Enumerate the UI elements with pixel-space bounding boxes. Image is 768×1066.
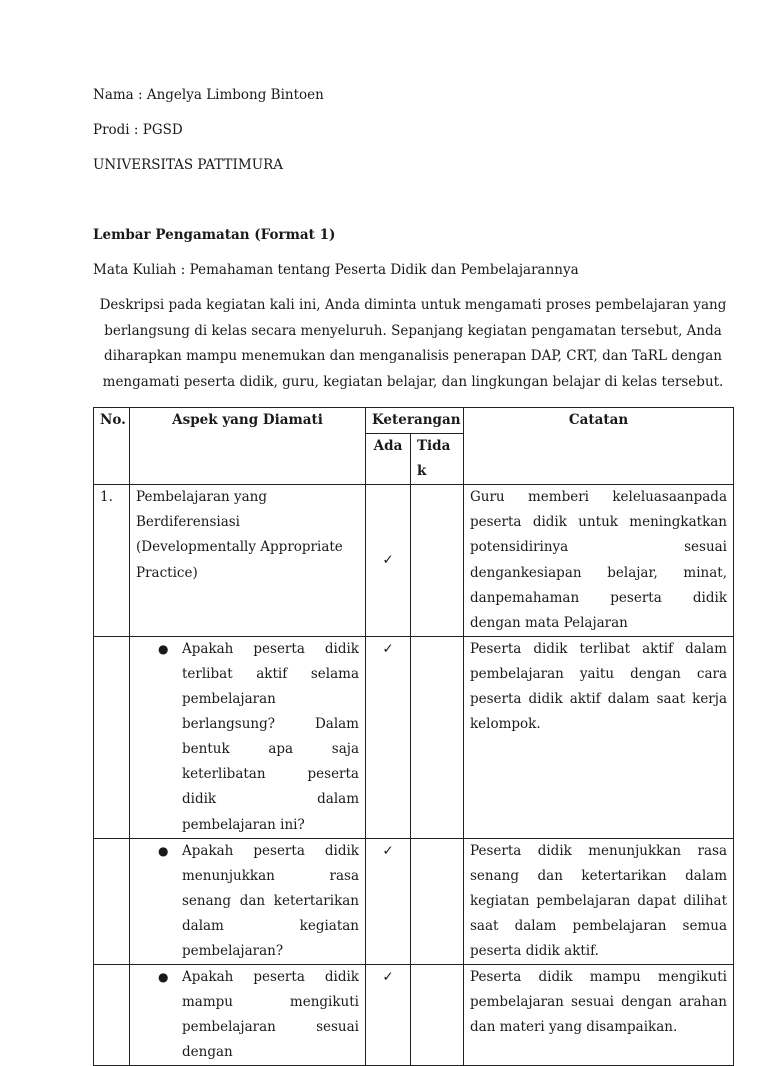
document-title: Lembar Pengamatan (Format 1): [93, 227, 336, 243]
check-tidak: [411, 965, 464, 1066]
study-program: Prodi : PGSD: [93, 122, 183, 138]
table-header-row: [94, 408, 734, 434]
observation-table: [93, 407, 734, 1066]
row-catatan: Peserta didik terlibat aktif dalam pembelajaran yaitu dengan cara peserta didik aktif dalam saat kerja kelompok.: [464, 636, 734, 838]
bullet-icon: ●: [158, 641, 169, 656]
bullet-icon: ●: [158, 843, 169, 858]
bullet-icon: ●: [158, 970, 169, 985]
course-name: Mata Kuliah : Pemahaman tentang Peserta Didik dan Pembelajarannya: [93, 262, 579, 278]
header-tidak: Tidak: [411, 434, 464, 485]
row-aspek: [130, 965, 366, 1066]
check-ada: ✓: [366, 838, 411, 964]
check-ada: ✓: [366, 636, 411, 838]
aspek-text: Apakah peserta didik mampu mengikuti pembelajaran sesuai dengan: [182, 969, 359, 1061]
row-aspek: Pembelajaran yang Berdiferensiasi (Developmentally Appropriate Practice): [130, 485, 366, 637]
table-row: [94, 838, 734, 964]
check-tidak: [411, 636, 464, 838]
row-aspek: [130, 636, 366, 838]
check-ada: ✓: [366, 965, 411, 1066]
check-tidak: [411, 838, 464, 964]
header-no: No.: [94, 408, 130, 485]
row-number: [94, 838, 130, 964]
row-catatan: Guru memberi keleluasaanpada peserta didik untuk meningkatkan potensidirinya sesuai dengankesiapan belajar, minat, danpemahaman peserta didik dengan mata Pelajaran: [464, 485, 734, 637]
aspek-text: Apakah peserta didik menunjukkan rasa senang dan ketertarikan dalam kegiatan pembelajaran?: [182, 842, 359, 959]
row-number: [94, 636, 130, 838]
table-row: [94, 636, 734, 838]
university-name: UNIVERSITAS PATTIMURA: [93, 157, 283, 173]
check-tidak: [411, 485, 464, 637]
row-catatan: Peserta didik menunjukkan rasa senang dan ketertarikan dalam kegiatan pembelajaran dapat dilihat saat dalam pembelajaran semua peserta didik aktif.: [464, 838, 734, 964]
table-body: [94, 485, 734, 1066]
header-ada: Ada: [366, 434, 411, 485]
check-ada: ✓: [366, 485, 411, 637]
row-aspek: [130, 838, 366, 964]
header-aspek: Aspek yang Diamati: [130, 408, 366, 485]
table-row: [94, 485, 734, 637]
aspek-text: Apakah peserta didik terlibat aktif selama pembelajaran berlangsung? Dalam bentuk apa saja keterlibatan peserta didik dalam pembelajaran ini?: [182, 640, 359, 833]
description-paragraph: Deskripsi pada kegiatan kali ini, Anda diminta untuk mengamati proses pembelajaran yang berlangsung di kelas secara menyeluruh. Sepanjang kegiatan pengamatan tersebut, Anda diharapkan mampu menemukan dan menganalisis penerapan DAP, CRT, dan TaRL dengan mengamati peserta didik, guru, kegiatan belajar, dan lingkungan belajar di kelas tersebut.: [99, 297, 727, 390]
header-keterangan: Keterangan: [366, 408, 464, 434]
student-name: Nama : Angelya Limbong Bintoen: [93, 87, 324, 103]
row-number: [94, 965, 130, 1066]
header-catatan: Catatan: [464, 408, 734, 485]
row-catatan: Peserta didik mampu mengikuti pembelajaran sesuai dengan arahan dan materi yang disampaikan.: [464, 965, 734, 1066]
table-row: [94, 965, 734, 1066]
row-number: 1.: [94, 485, 130, 637]
